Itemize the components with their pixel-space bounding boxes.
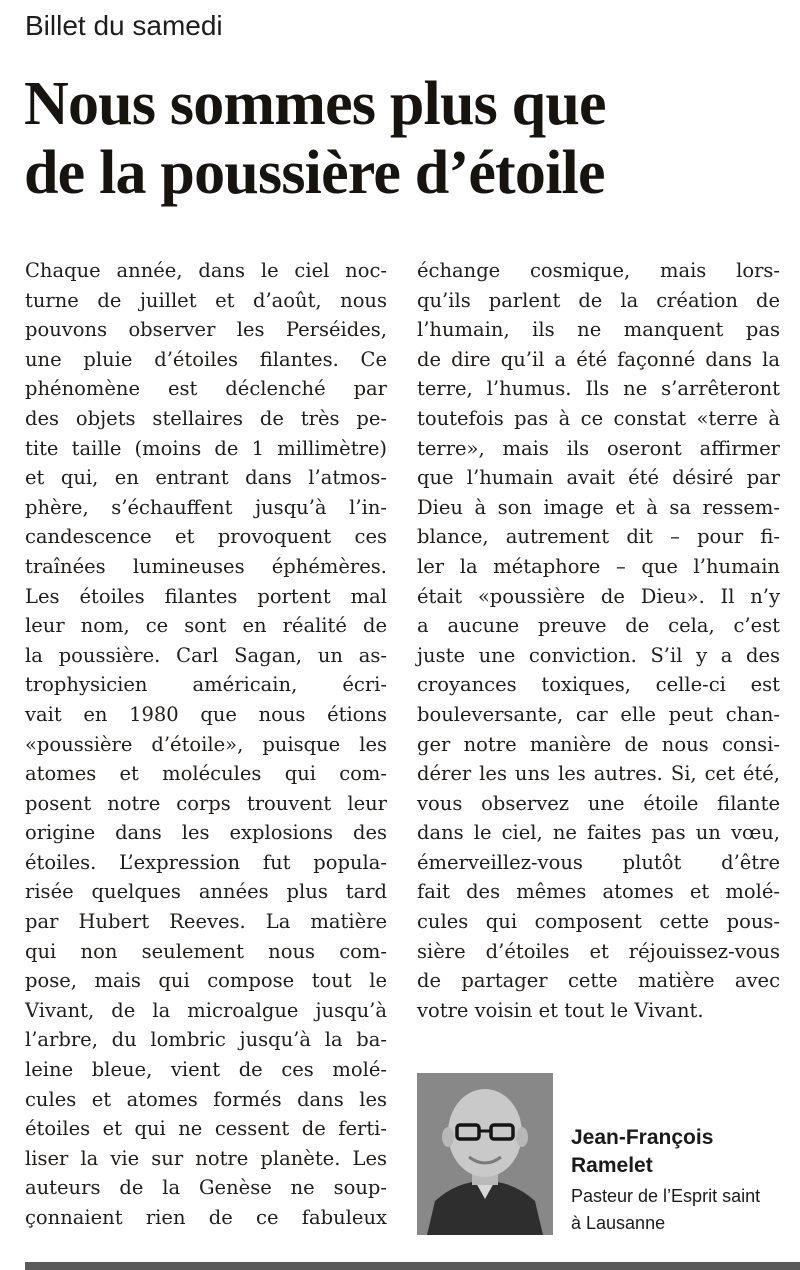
article-body-right-column: [417, 256, 780, 1025]
headline-line-1: Nous sommes plus que: [24, 70, 606, 138]
article-text-line: Les étoiles filantes portent mal: [25, 584, 387, 608]
article-text-line: pouvons observer les Perséides,: [25, 318, 387, 342]
article-text-line: croyances toxiques, celle-ci est: [417, 673, 780, 697]
article-text-line: sière d’étoiles et réjouissez-vous: [417, 939, 780, 963]
article-text-line: l’arbre, du lombric jusqu’à la ba-: [25, 1028, 387, 1052]
article-text-line: échange cosmique, mais lors-: [417, 259, 780, 282]
article-text-line: Vivant, de la microalgue jusqu’à: [25, 998, 387, 1022]
article-text-line: de partager cette matière avec: [417, 969, 780, 993]
author-role-line-2: à Lausanne: [571, 1213, 666, 1233]
article-text-line: ger notre manière de nous consi-: [417, 732, 780, 756]
article-text-line: des objets stellaires de très pe-: [25, 406, 387, 430]
author-name: [571, 1124, 713, 1180]
author-portrait-photo: [417, 1073, 553, 1235]
article-text-line: une pluie d’étoiles filantes. Ce: [25, 347, 387, 371]
article-text-line: tite taille (moins de 1 millimètre): [25, 436, 387, 460]
article-text-line: atomes et molécules qui com-: [25, 762, 387, 786]
article-text-line: ler la métaphore – que l’humain: [417, 554, 780, 578]
article-text-line: terre», mais ils oseront affirmer: [417, 436, 780, 460]
article-text-line: par Hubert Reeves. La matière: [25, 910, 387, 934]
article-text-line: çonnaient rien de ce fabuleux: [25, 1206, 387, 1229]
article-text-line: l’humain, ils ne manquent pas: [417, 318, 780, 342]
headline-line-2: de la poussière d’étoile: [24, 139, 605, 207]
article-text-line: auteurs de la Genèse ne soup-: [25, 1176, 387, 1200]
article-text-line: phénomène est déclenché par: [25, 377, 387, 401]
author-portrait-illustration: [417, 1073, 553, 1235]
article-text-line: émerveillez-vous plutôt d’être: [417, 850, 780, 874]
article-text-line: dérer les uns les autres. Si, cet été,: [417, 762, 780, 786]
article-text-line: a aucune preuve de cela, c’est: [417, 614, 780, 638]
article-text-line: qu’ils parlent de la création de: [417, 288, 780, 312]
article-text-line: fait des mêmes atomes et molé-: [417, 880, 780, 904]
article-text-line: risée quelques années plus tard: [25, 880, 387, 904]
author-name-line-2: Ramelet: [571, 1154, 653, 1177]
article-text-line: étoiles et qui ne cessent de ferti-: [25, 1117, 387, 1141]
article-body-left-column: [25, 256, 387, 1233]
article-text-line: «poussière d’étoile», puisque les: [25, 732, 387, 756]
section-rubric: Billet du samedi: [25, 10, 223, 41]
article-text-line: Dieu à son image et à sa ressem-: [417, 495, 780, 519]
article-text-line: liser la vie sur notre planète. Les: [25, 1146, 387, 1170]
article-text-line: leur nom, ce sont en réalité de: [25, 614, 387, 638]
article-text-line: terre, l’humus. Ils ne s’arrêteront: [417, 377, 780, 401]
author-name-line-1: Jean-François: [571, 1126, 714, 1149]
article-text-line: candescence et provoquent ces: [25, 525, 387, 549]
author-role: [571, 1183, 760, 1237]
article-text-line: traînées lumineuses éphémères.: [25, 554, 387, 578]
article-text-line: bouleversante, car elle peut chan-: [417, 702, 780, 726]
article-text-line: vait en 1980 que nous étions: [25, 702, 387, 726]
article-text-line: dans le ciel, ne faites pas un vœu,: [417, 821, 780, 845]
article-text-line: que l’humain avait été désiré par: [417, 466, 780, 490]
article-text-line: qui non seulement nous com-: [25, 939, 387, 963]
article-text-line: blance, autrement dit – pour fi-: [417, 525, 780, 549]
article-text-line: trophysicien américain, écri-: [25, 673, 387, 697]
article-text-line: phère, s’échauffent jusqu’à l’in-: [25, 495, 387, 519]
bottom-divider-rule: [25, 1262, 800, 1270]
article-text-line: posent notre corps trouvent leur: [25, 791, 387, 815]
article-text-line: étoiles. L’expression fut popula-: [25, 850, 387, 874]
article-text-line: et qui, en entrant dans l’atmos-: [25, 466, 387, 490]
article-text-line: la poussière. Carl Sagan, un as-: [25, 643, 387, 667]
author-role-line-1: Pasteur de l’Esprit saint: [571, 1186, 761, 1206]
article-text-line: vous observez une étoile filante: [417, 791, 780, 815]
article-text-line: leine bleue, vient de ces molé-: [25, 1058, 387, 1082]
article-text-line: origine dans les explosions des: [25, 821, 387, 845]
article-text-line: toutefois pas à ce constat «terre à: [417, 406, 780, 430]
article-text-line: Chaque année, dans le ciel noc-: [25, 259, 387, 282]
article-text-line: votre voisin et tout le Vivant.: [417, 998, 704, 1022]
article-text-line: cules et atomes formés dans les: [25, 1087, 387, 1111]
article-text-line: était «poussière de Dieu». Il n’y: [417, 584, 780, 608]
article-text-line: pose, mais qui compose tout le: [25, 969, 387, 993]
article-headline: [24, 70, 784, 208]
article-text-line: cules qui composent cette pous-: [417, 910, 780, 934]
article-text-line: turne de juillet et d’août, nous: [25, 288, 387, 312]
article-text-line: juste une conviction. S’il y a des: [417, 643, 780, 667]
article-text-line: de dire qu’il a été façonné dans la: [417, 347, 780, 371]
